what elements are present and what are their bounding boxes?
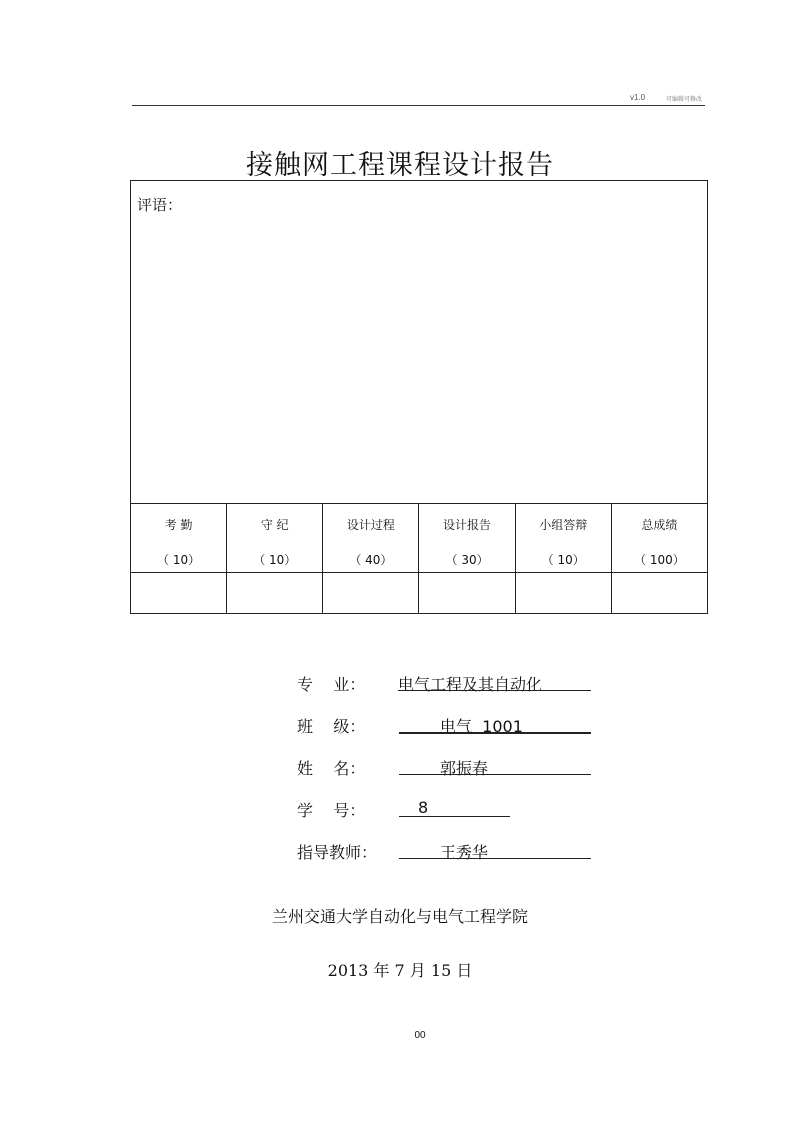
student-info — [297, 668, 617, 878]
score-column-attendance — [131, 504, 227, 573]
column-points: （ 30） — [445, 553, 489, 567]
advisor-underline — [399, 858, 591, 859]
column-points: （ 10） — [541, 553, 585, 567]
column-name: 考 勤 — [164, 518, 193, 532]
name-label: 姓 名： — [297, 759, 366, 778]
class-underline — [399, 732, 591, 734]
student-id-underline — [399, 816, 510, 817]
version-label: v1.0 — [630, 93, 646, 102]
info-row-name — [297, 752, 617, 794]
student-id-label: 学 号： — [297, 801, 366, 820]
major-label: 专 业： — [297, 675, 366, 694]
column-name: 守 纪 — [260, 518, 289, 532]
page-title: 接触网工程课程设计报告 — [246, 150, 554, 181]
info-row-student-id — [297, 794, 617, 836]
score-value-design-process[interactable] — [323, 573, 419, 614]
major-underline — [398, 690, 591, 691]
comment-label: 评语： — [137, 196, 183, 214]
info-row-class — [297, 710, 617, 752]
report-date: 2013 年 7 月 15 日 — [327, 961, 473, 980]
score-value-total[interactable] — [611, 573, 707, 614]
page-number: 00 — [414, 1030, 426, 1041]
score-column-design-process — [323, 504, 419, 573]
score-column-group-defense — [515, 504, 611, 573]
header-note: 可编辑可修改 — [666, 96, 703, 103]
score-header-row — [131, 504, 708, 573]
class-label: 班 级： — [297, 717, 366, 736]
comment-box[interactable] — [131, 181, 708, 504]
score-column-design-report — [419, 504, 515, 573]
advisor-value: 王秀华 — [440, 843, 489, 862]
column-name: 设计过程 — [346, 518, 395, 532]
advisor-label: 指导教师： — [297, 843, 378, 862]
column-points: （ 100） — [634, 553, 685, 567]
class-value: 电气 1001 — [440, 717, 523, 736]
name-underline — [399, 774, 591, 775]
score-value-attendance[interactable] — [131, 573, 227, 614]
score-table — [130, 180, 708, 614]
column-points: （ 40） — [349, 553, 393, 567]
column-name: 设计报告 — [443, 518, 492, 532]
column-name: 总成绩 — [641, 518, 678, 532]
column-points: （ 10） — [157, 553, 201, 567]
score-value-group-defense[interactable] — [515, 573, 611, 614]
column-points: （ 10） — [253, 553, 297, 567]
score-value-design-report[interactable] — [419, 573, 515, 614]
major-value: 电气工程及其自动化 — [398, 675, 543, 694]
score-value-discipline[interactable] — [227, 573, 323, 614]
info-row-major — [297, 668, 617, 710]
name-value: 郭振春 — [440, 759, 489, 778]
school-name: 兰州交通大学自动化与电气工程学院 — [271, 907, 528, 926]
score-column-discipline — [227, 504, 323, 573]
header-rule — [132, 105, 705, 106]
info-row-advisor — [297, 836, 617, 878]
student-id-value: 8 — [418, 798, 429, 817]
score-value-row — [131, 573, 708, 614]
column-name: 小组答辩 — [539, 518, 588, 532]
score-column-total — [611, 504, 707, 573]
